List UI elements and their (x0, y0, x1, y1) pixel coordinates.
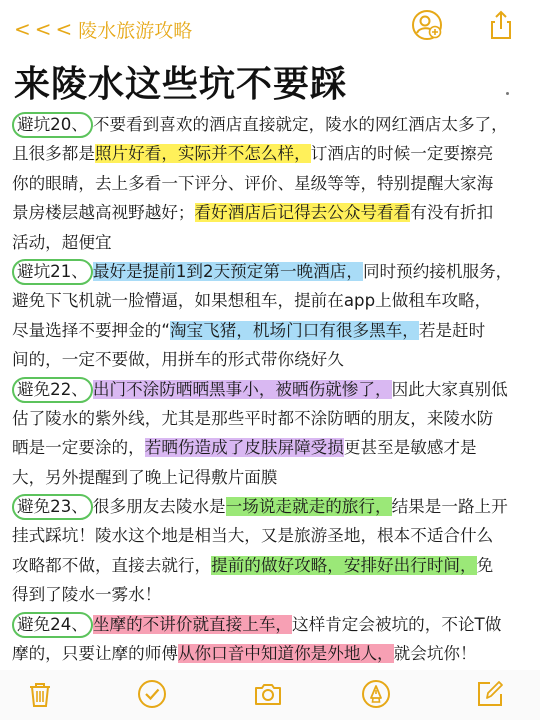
highlighted-text: 一场说走就走的旅行， (225, 497, 392, 517)
body-text: 有没有折扣 (410, 203, 494, 223)
highlighted-text: 照片好看，实际并不怎么样， (94, 144, 311, 164)
body-text: 间的，一定不要做，用拼车的形式带你绕好久 (12, 350, 344, 370)
body-text: 得到了陵水一雾水！ (12, 585, 162, 605)
highlighted-text: 出门不涂防晒晒黑事小，被晒伤就惨了， (92, 379, 392, 399)
note-title: 来陵水这些坑不要踩 (14, 64, 348, 105)
camera-icon[interactable] (252, 678, 284, 710)
body-text: 订酒店的时候一定要擦亮 (310, 144, 494, 164)
body-text: 就会坑你！ (393, 644, 477, 664)
note-line (12, 404, 534, 433)
note-line (12, 433, 534, 462)
note-line (12, 110, 534, 139)
body-text: 且很多都是 (12, 144, 95, 164)
body-text: 这样肯定会被坑的，不论T做 (292, 614, 502, 634)
share-icon[interactable] (484, 8, 518, 42)
highlighted-text: 坐摩的不讲价就直接上车， (92, 614, 293, 634)
body-text: 攻略都不做，直接去就行， (12, 555, 212, 575)
note-body[interactable] (12, 110, 534, 668)
body-text: 挂式踩坑！陵水这个地是相当大，又是旅游圣地，根本不适合什么 (12, 526, 494, 546)
compose-icon[interactable] (474, 678, 506, 710)
highlighted-text: 淘宝飞猪，机场门口有很多黑车， (169, 320, 419, 340)
body-text: 更甚至是敏感才是 (343, 438, 477, 458)
note-line (12, 580, 534, 609)
body-text: 同时预约接机服务， (362, 261, 513, 281)
note-line (12, 316, 534, 345)
note-line (12, 492, 534, 521)
body-text: 不要看到喜欢的酒店直接就定，陵水的网红酒店太多了， (92, 115, 508, 134)
highlighted-text: 看好酒店后记得去公众号看看 (194, 203, 411, 223)
body-text: 很多朋友去陵水是 (92, 497, 226, 517)
note-line (12, 169, 534, 198)
body-text: 晒是一定要涂的， (12, 438, 145, 458)
top-bar (0, 0, 540, 52)
body-text: 避免下飞机就一脸懵逼，如果想租车，提前在app上做租车攻略， (12, 291, 492, 311)
body-text: 活动，超便宜 (12, 232, 112, 252)
note-line (12, 228, 534, 257)
body-text: 因此大家真别低 (391, 379, 508, 399)
decorative-dot (506, 92, 509, 95)
body-text: 景房楼层越高视野越好； (12, 203, 195, 223)
tip-number-label: 避坑21、 (12, 259, 93, 285)
note-line (12, 286, 534, 315)
checkmark-icon[interactable] (136, 678, 168, 710)
highlighted-text: 从你口音中知道你是外地人， (177, 644, 394, 664)
note-line (12, 375, 534, 404)
note-line (12, 521, 534, 550)
pen-icon[interactable] (360, 678, 392, 710)
body-text: 估了陵水的紫外线，尤其是那些平时都不涂防晒的朋友，来陵水防 (12, 408, 494, 428)
note-line (12, 639, 534, 668)
tip-number-label: 避免22、 (12, 377, 93, 403)
body-text: 尽量选择不要押金的“ (12, 320, 170, 340)
add-person-icon[interactable] (410, 8, 444, 42)
back-label: 陵水旅游攻略 (78, 19, 193, 42)
note-line (12, 551, 534, 580)
highlighted-text: 若晒伤造成了皮肤屏障受损 (144, 438, 344, 458)
note-line (12, 610, 534, 639)
body-text: 你的眼睛，去上多看一下评分、评价、星级等等，特别提醒大家海 (12, 173, 494, 193)
note-line (12, 345, 534, 374)
note-line (12, 139, 534, 168)
note-line (12, 463, 534, 492)
body-text: 摩的，只要让摩的师傅 (12, 644, 178, 664)
body-text: 结果是一路上开 (391, 497, 508, 517)
body-text: 免 (476, 555, 494, 575)
tip-number-label: 避免24、 (12, 612, 93, 638)
highlighted-text: 最好是提前1到2天预定第一晚酒店， (92, 261, 363, 281)
back-chevrons: <<< (14, 17, 77, 41)
body-text: 若是赶时 (418, 320, 486, 340)
back-button[interactable] (14, 14, 192, 44)
note-line (12, 198, 534, 227)
tip-number-label: 避免23、 (12, 494, 93, 520)
body-text: 大，另外提醒到了晚上记得敷片面膜 (12, 467, 278, 487)
highlighted-text: 提前的做好攻略，安排好出行时间， (211, 555, 477, 575)
trash-icon[interactable] (24, 678, 56, 710)
note-line (12, 257, 534, 286)
bottom-toolbar (0, 670, 540, 720)
tip-number-label: 避坑20、 (12, 112, 93, 138)
